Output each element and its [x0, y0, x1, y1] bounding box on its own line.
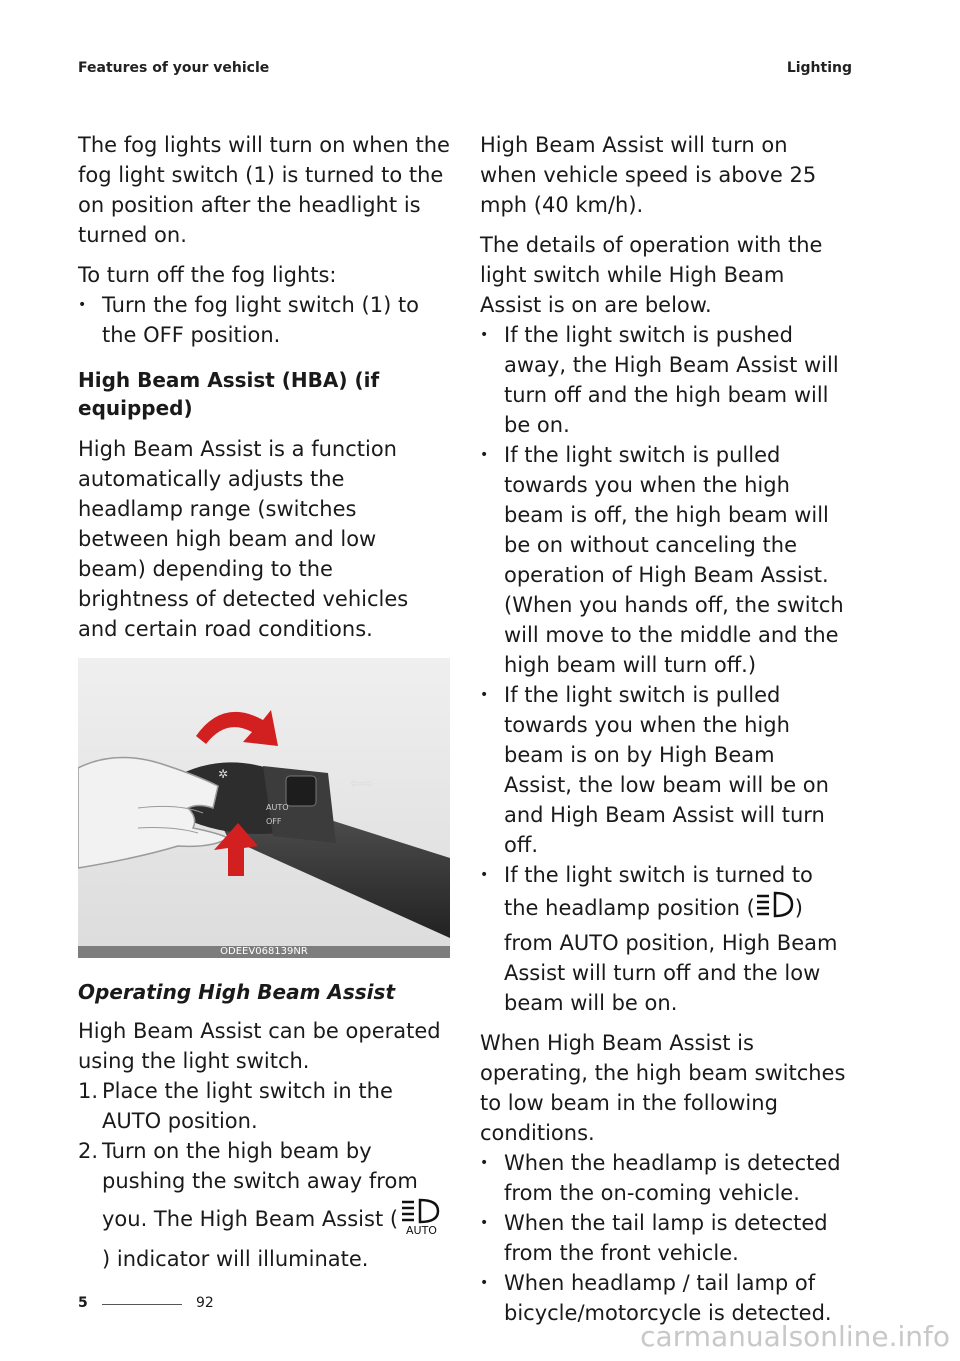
headlamp-icon: [755, 890, 795, 928]
hba-heading: High Beam Assist (HBA) (if equipped): [78, 368, 380, 420]
step-2-number: 2.: [78, 1139, 99, 1163]
operation-bullet-3: • If the light switch is pulled towards you when the high beam is on by High Beam Assist, the low beam will be on and High Beam Assist will turn off.: [480, 680, 848, 860]
condition-bullet-3: • When headlamp / tail lamp of bicycle/motorcycle is detected.: [480, 1268, 848, 1328]
step-2-text-b: ) indicator will illuminate.: [102, 1247, 369, 1271]
watermark: carmanualsonline.info: [640, 1320, 950, 1353]
condition-bullet-1: • When the headlamp is detected from the on-coming vehicle.: [480, 1148, 848, 1208]
chapter-number: 5: [78, 1295, 88, 1311]
light-switch-illustration: [78, 658, 450, 958]
operation-bullet-2: • If the light switch is pulled towards you when the high beam is off, the high beam will be on without canceling the operation of High Beam Assist. (When you hands off, the switch will move to the middle and the high beam will turn off.): [480, 440, 848, 680]
running-header-section: Features of your vehicle: [78, 60, 270, 76]
operation-bullet-4-b: ) from AUTO position, High Beam Assist will turn off and the low beam will be on.: [504, 896, 838, 1015]
operation-bullet-4-a: If the light switch is turned to the headlamp position (: [504, 863, 813, 920]
figure-caption: ODEEV068139NR: [78, 946, 450, 958]
step-1: [78, 1076, 450, 1136]
page-number: 92: [196, 1295, 214, 1311]
step-1-text: Place the light switch in the AUTO position.: [102, 1079, 393, 1133]
operating-hba-intro: High Beam Assist can be operated using the light switch.: [78, 1019, 441, 1073]
hba-indicator-icon: [398, 1196, 444, 1244]
right-column: [480, 130, 848, 1328]
light-switch-figure: [78, 658, 450, 958]
hba-operation-intro: The details of operation with the light switch while High Beam Assist is on are below.: [480, 233, 823, 317]
fog-light-on-paragraph: The fog lights will turn on when the fog light switch (1) is turned to the on position after the headlight is turned on.: [78, 133, 450, 247]
auto-button: [286, 776, 316, 806]
off-marking: OFF: [266, 817, 282, 826]
step-2-text-a: Turn on the high beam by pushing the switch away from you. The High Beam Assist (: [102, 1139, 418, 1231]
footer-divider: [102, 1304, 182, 1305]
running-header-topic: Lighting: [786, 60, 852, 76]
low-beam-conditions-intro: When High Beam Assist is operating, the high beam switches to low beam in the following conditions.: [480, 1031, 846, 1145]
step-2: [78, 1136, 450, 1274]
fog-symbol-icon: ✲: [218, 767, 229, 781]
turn-signal-arrows-icon: ⇦⇨: [350, 776, 374, 792]
operation-bullet-4: [480, 860, 848, 1018]
hba-speed-paragraph: High Beam Assist will turn on when vehicle speed is above 25 mph (40 km/h).: [480, 133, 817, 217]
condition-bullet-2: • When the tail lamp is detected from the front vehicle.: [480, 1208, 848, 1268]
left-column: [78, 130, 450, 1274]
fog-light-off-bullet: • Turn the fog light switch (1) to the OFF position.: [78, 290, 450, 350]
hba-indicator-auto-label: AUTO: [406, 1224, 438, 1236]
auto-marking: AUTO: [266, 803, 289, 812]
operation-bullet-1: • If the light switch is pushed away, the High Beam Assist will turn off and the high beam will be on.: [480, 320, 848, 440]
hba-description: High Beam Assist is a function automatically adjusts the headlamp range (switches between high beam and low beam) depending to the brightness of detected vehicles and certain road conditions.: [78, 437, 409, 641]
step-1-number: 1.: [78, 1079, 99, 1103]
fog-light-off-intro: To turn off the fog lights:: [78, 263, 337, 287]
operating-hba-heading: Operating High Beam Assist: [78, 980, 396, 1004]
